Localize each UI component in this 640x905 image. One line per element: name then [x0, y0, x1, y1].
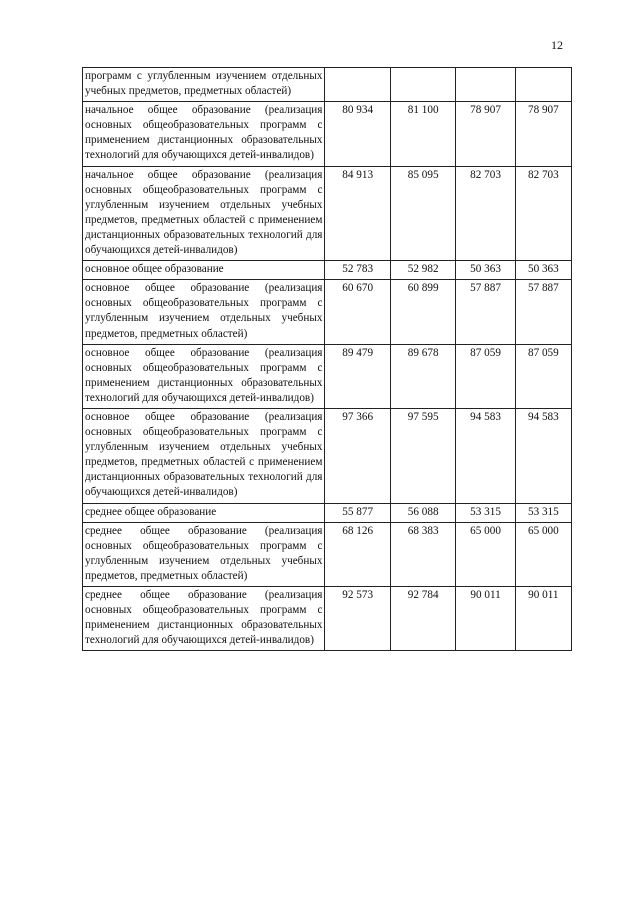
value-col-1: 55 877 — [325, 503, 390, 522]
row-description: среднее общее образование (реализация основных общеобразовательных программ с углубленным изучением отдельных учебных предметов, предметных областей) — [83, 522, 325, 586]
row-description: среднее общее образование (реализация основных общеобразовательных программ с применением дистанционных образовательных технологий для обучающихся детей-инвалидов) — [83, 587, 325, 651]
row-description: программ с углубленным изучением отдельных учебных предметов, предметных областей) — [83, 68, 325, 102]
value-col-4: 78 907 — [515, 102, 571, 166]
page-number: 12 — [551, 38, 563, 52]
table-row — [83, 344, 572, 408]
table-row — [83, 102, 572, 166]
row-description: основное общее образование (реализация основных общеобразовательных программ с углубленным изучением отдельных учебных предметов, предметных областей с применением дистанционных образовательных технологий для обучающихся детей-инвалидов) — [83, 408, 325, 503]
value-col-4 — [515, 68, 571, 102]
value-col-3: 90 011 — [456, 587, 515, 651]
table-row — [83, 587, 572, 651]
value-col-2: 81 100 — [390, 102, 455, 166]
value-col-4: 94 583 — [515, 408, 571, 503]
value-col-1: 60 670 — [325, 280, 390, 344]
value-col-3: 53 315 — [456, 503, 515, 522]
table-body — [83, 68, 572, 651]
value-col-2: 97 595 — [390, 408, 455, 503]
value-col-4: 65 000 — [515, 522, 571, 586]
table-row — [83, 503, 572, 522]
value-col-1: 97 366 — [325, 408, 390, 503]
value-col-2: 85 095 — [390, 166, 455, 261]
value-col-3: 87 059 — [456, 344, 515, 408]
row-description: начальное общее образование (реализация основных общеобразовательных программ с углубленным изучением отдельных учебных предметов, предметных областей с применением дистанционных образовательных технологий для обучающихся детей-инвалидов) — [83, 166, 325, 261]
value-col-4: 53 315 — [515, 503, 571, 522]
value-col-3: 94 583 — [456, 408, 515, 503]
value-col-3: 57 887 — [456, 280, 515, 344]
value-col-3: 65 000 — [456, 522, 515, 586]
row-description: основное общее образование — [83, 261, 325, 280]
value-col-4: 82 703 — [515, 166, 571, 261]
value-col-2: 92 784 — [390, 587, 455, 651]
value-col-2: 68 383 — [390, 522, 455, 586]
value-col-4: 87 059 — [515, 344, 571, 408]
table-row — [83, 408, 572, 503]
value-col-2: 89 678 — [390, 344, 455, 408]
value-col-1: 68 126 — [325, 522, 390, 586]
value-col-2: 56 088 — [390, 503, 455, 522]
row-description: основное общее образование (реализация основных общеобразовательных программ с применением дистанционных образовательных технологий для обучающихся детей-инвалидов) — [83, 344, 325, 408]
value-col-3: 82 703 — [456, 166, 515, 261]
table-row — [83, 68, 572, 102]
table-row — [83, 522, 572, 586]
value-col-2: 52 982 — [390, 261, 455, 280]
value-col-4: 50 363 — [515, 261, 571, 280]
value-col-1: 84 913 — [325, 166, 390, 261]
row-description: основное общее образование (реализация основных общеобразовательных программ с углубленным изучением отдельных учебных предметов, предметных областей) — [83, 280, 325, 344]
value-col-1 — [325, 68, 390, 102]
table-row — [83, 280, 572, 344]
value-col-4: 57 887 — [515, 280, 571, 344]
value-col-3: 50 363 — [456, 261, 515, 280]
table-row — [83, 261, 572, 280]
value-col-1: 80 934 — [325, 102, 390, 166]
value-col-2: 60 899 — [390, 280, 455, 344]
table-row — [83, 166, 572, 261]
value-col-1: 92 573 — [325, 587, 390, 651]
data-table — [82, 67, 572, 651]
value-col-2 — [390, 68, 455, 102]
value-col-1: 89 479 — [325, 344, 390, 408]
value-col-3: 78 907 — [456, 102, 515, 166]
value-col-4: 90 011 — [515, 587, 571, 651]
row-description: среднее общее образование — [83, 503, 325, 522]
row-description: начальное общее образование (реализация основных общеобразовательных программ с применением дистанционных образовательных технологий для обучающихся детей-инвалидов) — [83, 102, 325, 166]
value-col-1: 52 783 — [325, 261, 390, 280]
value-col-3 — [456, 68, 515, 102]
